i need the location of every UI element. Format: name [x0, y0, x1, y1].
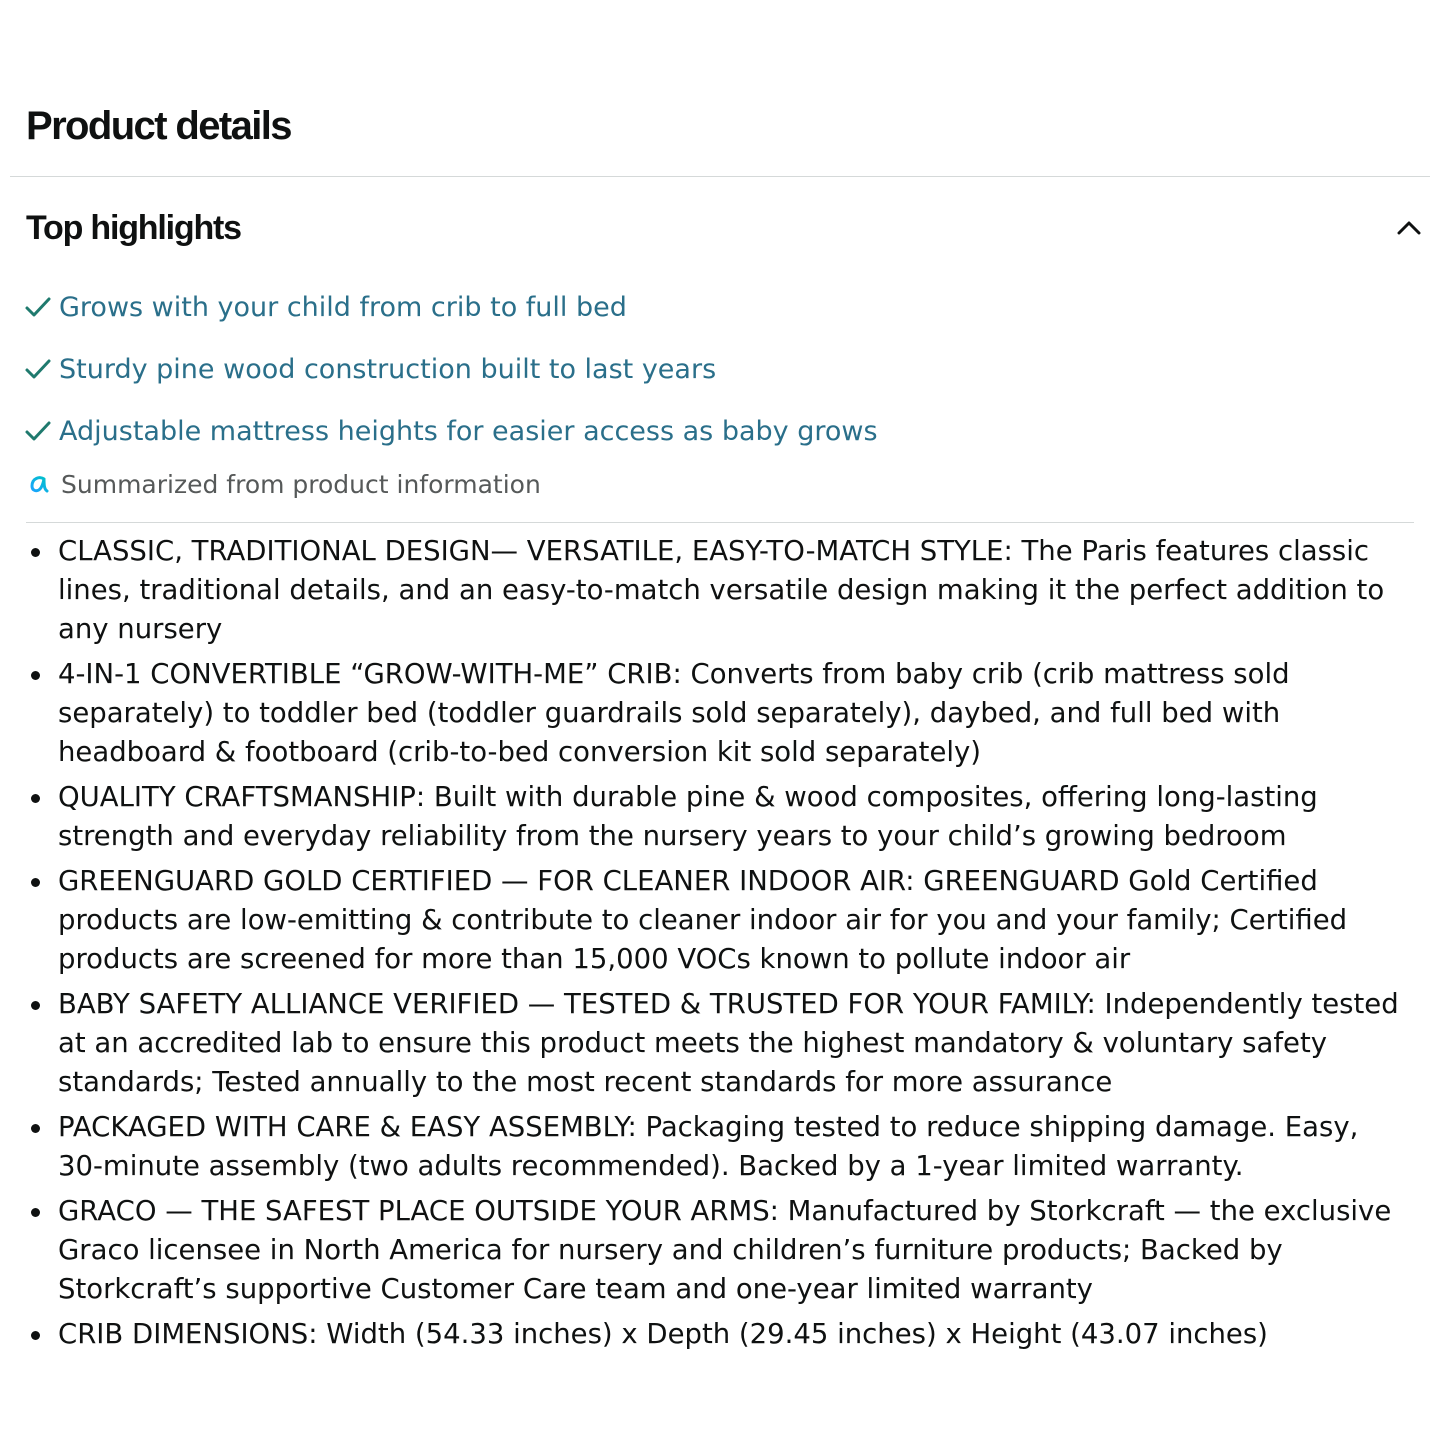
highlight-text: Grows with your child from crib to full bed — [59, 291, 627, 323]
highlight-item — [24, 276, 1324, 338]
highlight-item — [24, 338, 1324, 400]
about-item-bullets — [58, 532, 1410, 1360]
highlights-divider — [26, 522, 1414, 523]
top-highlights-title: Top highlights — [26, 208, 241, 247]
chevron-up-icon[interactable] — [1394, 213, 1424, 243]
section-divider — [10, 176, 1430, 177]
bullet-item: QUALITY CRAFTSMANSHIP: Built with durable pine & wood composites, offering long-lasting strength and everyday reliability from the nursery years to your child’s growing bedroom — [58, 778, 1410, 856]
checkmark-icon — [24, 355, 52, 383]
bullet-item: 4-IN-1 CONVERTIBLE “GROW-WITH-ME” CRIB: Converts from baby crib (crib mattress sold separately) to toddler bed (toddler guardrails sold separately), daybed, and full bed with headboard & footboard (crib-to-bed conversion kit sold separately) — [58, 655, 1410, 772]
ai-summary-note — [26, 462, 541, 506]
bullet-item: CRIB DIMENSIONS: Width (54.33 inches) x Depth (29.45 inches) x Height (43.07 inches) — [58, 1315, 1410, 1354]
highlight-item — [24, 400, 1324, 462]
ai-sparkle-icon — [26, 471, 52, 497]
bullet-item: GRACO — THE SAFEST PLACE OUTSIDE YOUR ARMS: Manufactured by Storkcraft — the exclusive Graco licensee in North America for nursery and children’s furniture products; Backed by Storkcraft’s supportive Customer Care team and one-year limited warranty — [58, 1192, 1410, 1309]
bullet-item: CLASSIC, TRADITIONAL DESIGN— VERSATILE, EASY-TO-MATCH STYLE: The Paris features classic lines, traditional details, and an easy-to-match versatile design making it the perfect addition to any nursery — [58, 532, 1410, 649]
summary-note-text: Summarized from product information — [61, 469, 541, 499]
page-title: Product details — [26, 104, 291, 148]
top-highlights-list — [24, 276, 1324, 462]
checkmark-icon — [24, 417, 52, 445]
bullet-item: PACKAGED WITH CARE & EASY ASSEMBLY: Packaging tested to reduce shipping damage. Easy, 30-minute assembly (two adults recommended). Backed by a 1-year limited warranty. — [58, 1108, 1410, 1186]
highlight-text: Sturdy pine wood construction built to last years — [59, 353, 717, 385]
checkmark-icon — [24, 293, 52, 321]
top-highlights-toggle[interactable] — [26, 200, 1424, 256]
highlight-text: Adjustable mattress heights for easier access as baby grows — [59, 415, 878, 447]
bullet-item: GREENGUARD GOLD CERTIFIED — FOR CLEANER INDOOR AIR: GREENGUARD Gold Certified products are low-emitting & contribute to cleaner indoor air for you and your family; Certified products are screened for more than 15,000 VOCs known to pollute indoor air — [58, 862, 1410, 979]
bullet-item: BABY SAFETY ALLIANCE VERIFIED — TESTED & TRUSTED FOR YOUR FAMILY: Independently tested at an accredited lab to ensure this product meets the highest mandatory & voluntary safety standards; Tested annually to the most recent standards for more assurance — [58, 985, 1410, 1102]
